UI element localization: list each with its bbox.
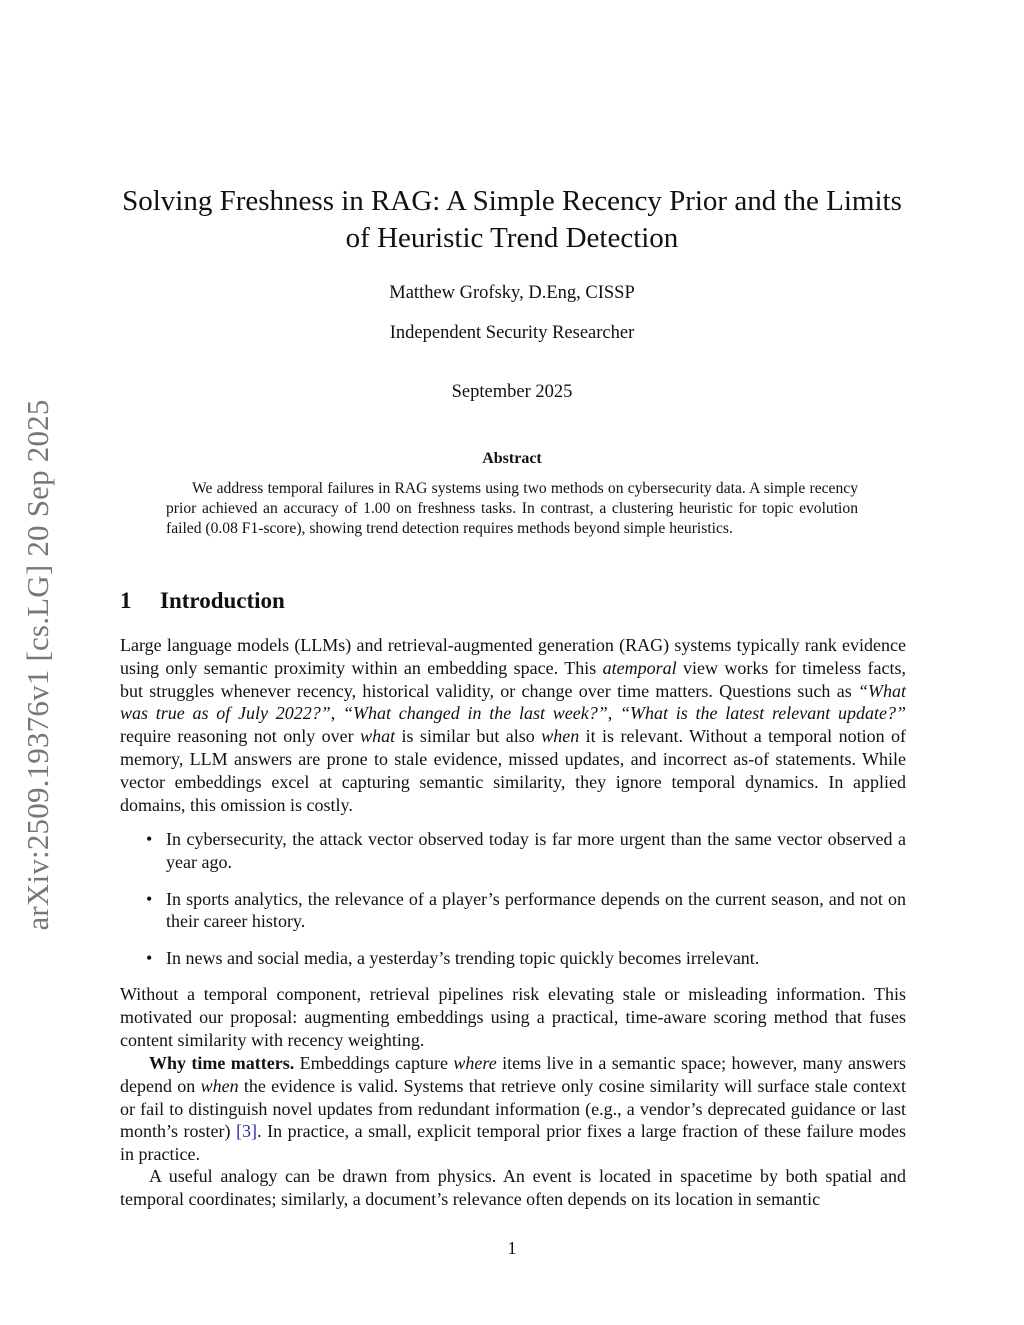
text-run: the evidence is valid. Systems that retrieve only cosine similarity will surface stale context or fail to distinguish novel updates from redundant information (e.g., a vendor’s deprecated guidance or last month’s roster)	[120, 1075, 906, 1142]
text-run: view works for timeless facts, but struggles whenever recency, historical validity, or change over time matters. Questions such as	[120, 657, 906, 701]
bullet-icon: •	[146, 948, 153, 969]
text-run: . In practice, a small, explicit temporal prior fixes a large fraction of these failure modes in practice.	[120, 1121, 906, 1165]
list-item	[120, 888, 906, 934]
section-heading	[120, 588, 285, 614]
intro-paragraph-1	[120, 634, 906, 816]
bullet-icon: •	[146, 829, 153, 849]
quoted-question: “What was true as of July 2022?”	[120, 680, 906, 724]
author: Matthew Grofsky, D.Eng, CISSP	[389, 283, 635, 303]
quoted-question: “What changed in the last week?”	[343, 703, 608, 724]
text-run: Large language models (LLMs) and retrieval-augmented generation (RAG) systems typically rank evidence using only semantic proximity within an embedding space. This	[120, 635, 906, 678]
emphasis: what	[360, 726, 396, 747]
title-line-2: of Heuristic Trend Detection	[345, 222, 679, 254]
date: September 2025	[451, 382, 573, 402]
paragraph-lead: Why time matters.	[149, 1053, 295, 1073]
list-item-text: In news and social media, a yesterday’s trending topic quickly becomes irrelevant.	[166, 948, 760, 969]
page-number: 1	[507, 1238, 517, 1258]
list-item-text: In sports analytics, the relevance of a player’s performance depends on the current season, and not on their career history.	[166, 888, 906, 932]
section-number: 1	[120, 588, 132, 613]
list-item	[120, 828, 906, 874]
intro-paragraph-4: A useful analogy can be drawn from physics. An event is located in spacetime by both spatial and temporal coordinates; similarly, a document’s relevance often depends on its location in semantic	[120, 1166, 906, 1209]
text-run: ,	[607, 703, 620, 724]
emphasis: where	[453, 1053, 497, 1073]
text-run: items live in a semantic space; however, many answers depend on	[120, 1053, 906, 1096]
emphasis: when	[200, 1075, 239, 1096]
text-run: Embeddings capture	[294, 1053, 454, 1073]
text-run: is similar but also	[395, 726, 542, 747]
arxiv-stamp: arXiv:2509.19376v1 [cs.LG] 20 Sep 2025	[20, 399, 55, 931]
list-item-text: In cybersecurity, the attack vector observed today is far more urgent than the same vector observed a year ago.	[166, 829, 906, 872]
abstract-heading: Abstract	[482, 450, 542, 467]
bullet-icon: •	[146, 888, 153, 909]
list-item	[120, 947, 906, 970]
title-line-1: Solving Freshness in RAG: A Simple Recency Prior and the Limits	[122, 185, 902, 217]
paper-title	[110, 183, 914, 257]
affiliation: Independent Security Researcher	[389, 323, 635, 343]
text-run: require reasoning not only over	[120, 726, 361, 747]
text-run: it is relevant. Without a temporal notion of memory, LLM answers are prone to stale evidence, missed updates, and incorrect as-of statements. While vector embeddings excel at capturing semantic similarity, they ignore temporal dynamics. In applied domains, this omission is costly.	[120, 726, 906, 815]
intro-paragraph-3	[120, 1052, 906, 1166]
bullet-list	[120, 828, 906, 970]
intro-paragraph-2: Without a temporal component, retrieval pipelines risk elevating stale or misleading information. This motivated our proposal: augmenting embeddings using a practical, time-aware scoring method that fuses content similarity with recency weighting.	[120, 984, 906, 1050]
section-title: Introduction	[160, 588, 285, 613]
citation-link[interactable]: [3]	[236, 1121, 258, 1142]
emphasis: atemporal	[602, 657, 677, 678]
text-run: ,	[330, 703, 343, 724]
emphasis: when	[541, 726, 580, 747]
abstract-text: We address temporal failures in RAG systems using two methods on cybersecurity data. A simple recency prior achieved an accuracy of 1.00 on freshness tasks. In contrast, a clustering heuristic for topic evolution failed (0.08 F1-score), showing trend detection requires methods beyond simple heuristics.	[166, 480, 858, 537]
quoted-question: “What is the latest relevant update?”	[619, 703, 906, 724]
